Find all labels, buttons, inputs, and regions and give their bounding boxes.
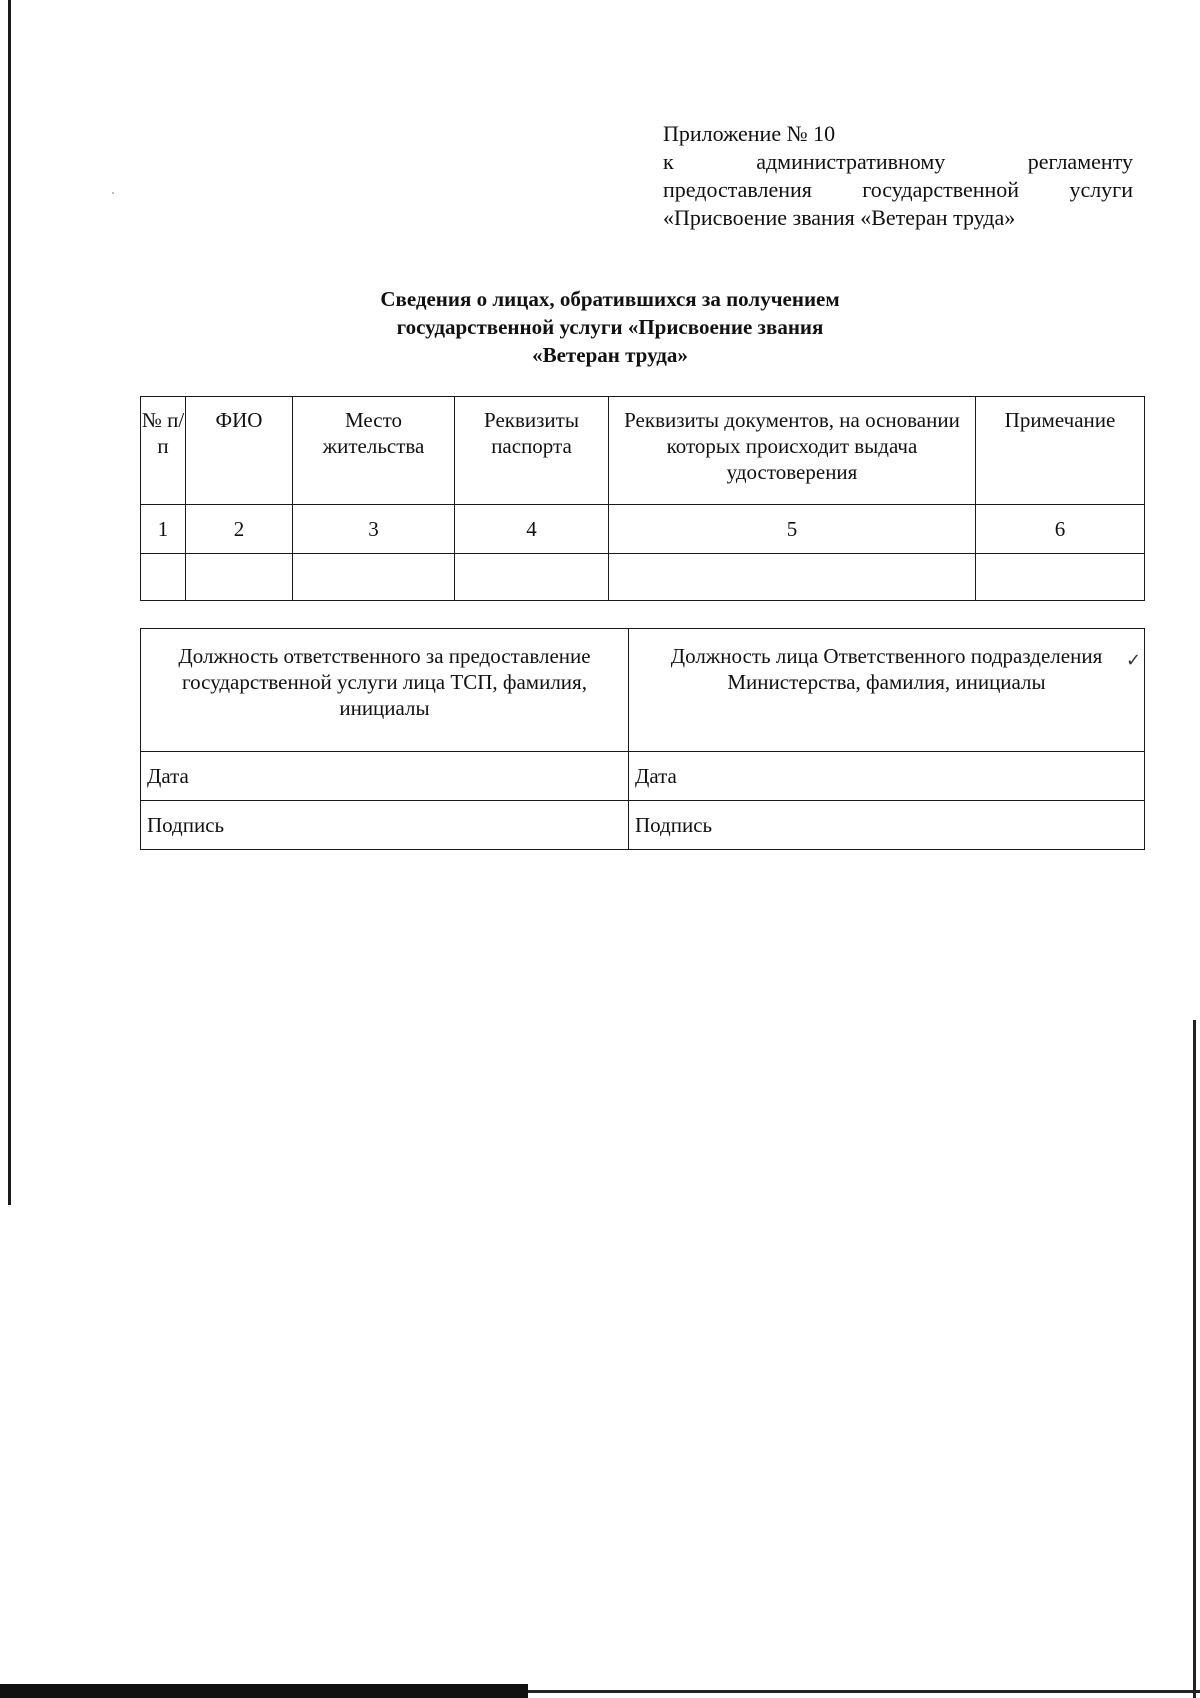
table-cell xyxy=(976,554,1145,601)
scan-border-left xyxy=(8,0,11,1205)
date-row xyxy=(141,752,1145,801)
column-number: 6 xyxy=(976,505,1145,554)
signature-row xyxy=(141,801,1145,850)
table-number-row xyxy=(141,505,1145,554)
signatures-table xyxy=(140,628,1145,850)
header-number: № п/ п xyxy=(141,397,186,505)
header-passport: Реквизиты паспорта xyxy=(455,397,609,505)
appendix-word: к xyxy=(663,149,674,174)
appendix-block xyxy=(663,120,1133,232)
column-number: 4 xyxy=(455,505,609,554)
appendix-line-4 xyxy=(663,204,1133,232)
column-number: 5 xyxy=(609,505,976,554)
table-cell xyxy=(609,554,976,601)
appendix-number-text: Приложение № 10 xyxy=(663,121,836,146)
column-number: 2 xyxy=(186,505,293,554)
title-line-2: государственной услуги «Присвоение звания xyxy=(396,315,824,339)
scan-border-bottom xyxy=(0,1684,528,1698)
document-title xyxy=(300,285,920,369)
date-label-left: Дата xyxy=(141,752,629,801)
column-number: 3 xyxy=(293,505,455,554)
signatures-header-row xyxy=(141,629,1145,752)
header-full-name: ФИО xyxy=(186,397,293,505)
appendix-line-3 xyxy=(663,176,1133,204)
appendix-word: государственной xyxy=(862,177,1020,202)
table-row xyxy=(141,554,1145,601)
table-cell xyxy=(293,554,455,601)
header-residence: Место жительства xyxy=(293,397,455,505)
table-header-row xyxy=(141,397,1145,505)
column-number: 1 xyxy=(141,505,186,554)
appendix-word: регламенту xyxy=(1027,149,1133,174)
date-label-right: Дата xyxy=(629,752,1145,801)
signature-label-left: Подпись xyxy=(141,801,629,850)
table-cell xyxy=(141,554,186,601)
scan-speck xyxy=(112,192,114,194)
signature-label-right: Подпись xyxy=(629,801,1145,850)
responsible-tsp-header: Должность ответственного за предоставление государственной услуги лица ТСП, фамилия, инициалы xyxy=(141,629,629,752)
check-mark-icon: ✓ xyxy=(1126,650,1142,671)
title-line-3: «Ветеран труда» xyxy=(532,343,688,367)
appendix-word: административному xyxy=(756,149,946,174)
appendix-regulation-name: «Присвоение звания «Ветеран труда» xyxy=(663,205,1016,230)
table-cell xyxy=(455,554,609,601)
header-note: Примечание xyxy=(976,397,1145,505)
appendix-number xyxy=(663,120,1133,148)
applicants-table xyxy=(140,396,1145,601)
header-documents: Реквизиты документов, на основании которых происходит выдача удостоверения xyxy=(609,397,976,505)
responsible-ministry-header: Должность лица Ответственного подразделения Министерства, фамилия, инициалы xyxy=(629,629,1145,752)
appendix-word: услуги xyxy=(1069,177,1133,202)
title-line-1: Сведения о лицах, обратившихся за получением xyxy=(380,287,840,311)
scan-border-bottom-thin xyxy=(528,1690,1200,1693)
scan-border-right xyxy=(1193,1020,1196,1698)
table-cell xyxy=(186,554,293,601)
appendix-line-2 xyxy=(663,148,1133,176)
appendix-word: предоставления xyxy=(663,177,812,202)
